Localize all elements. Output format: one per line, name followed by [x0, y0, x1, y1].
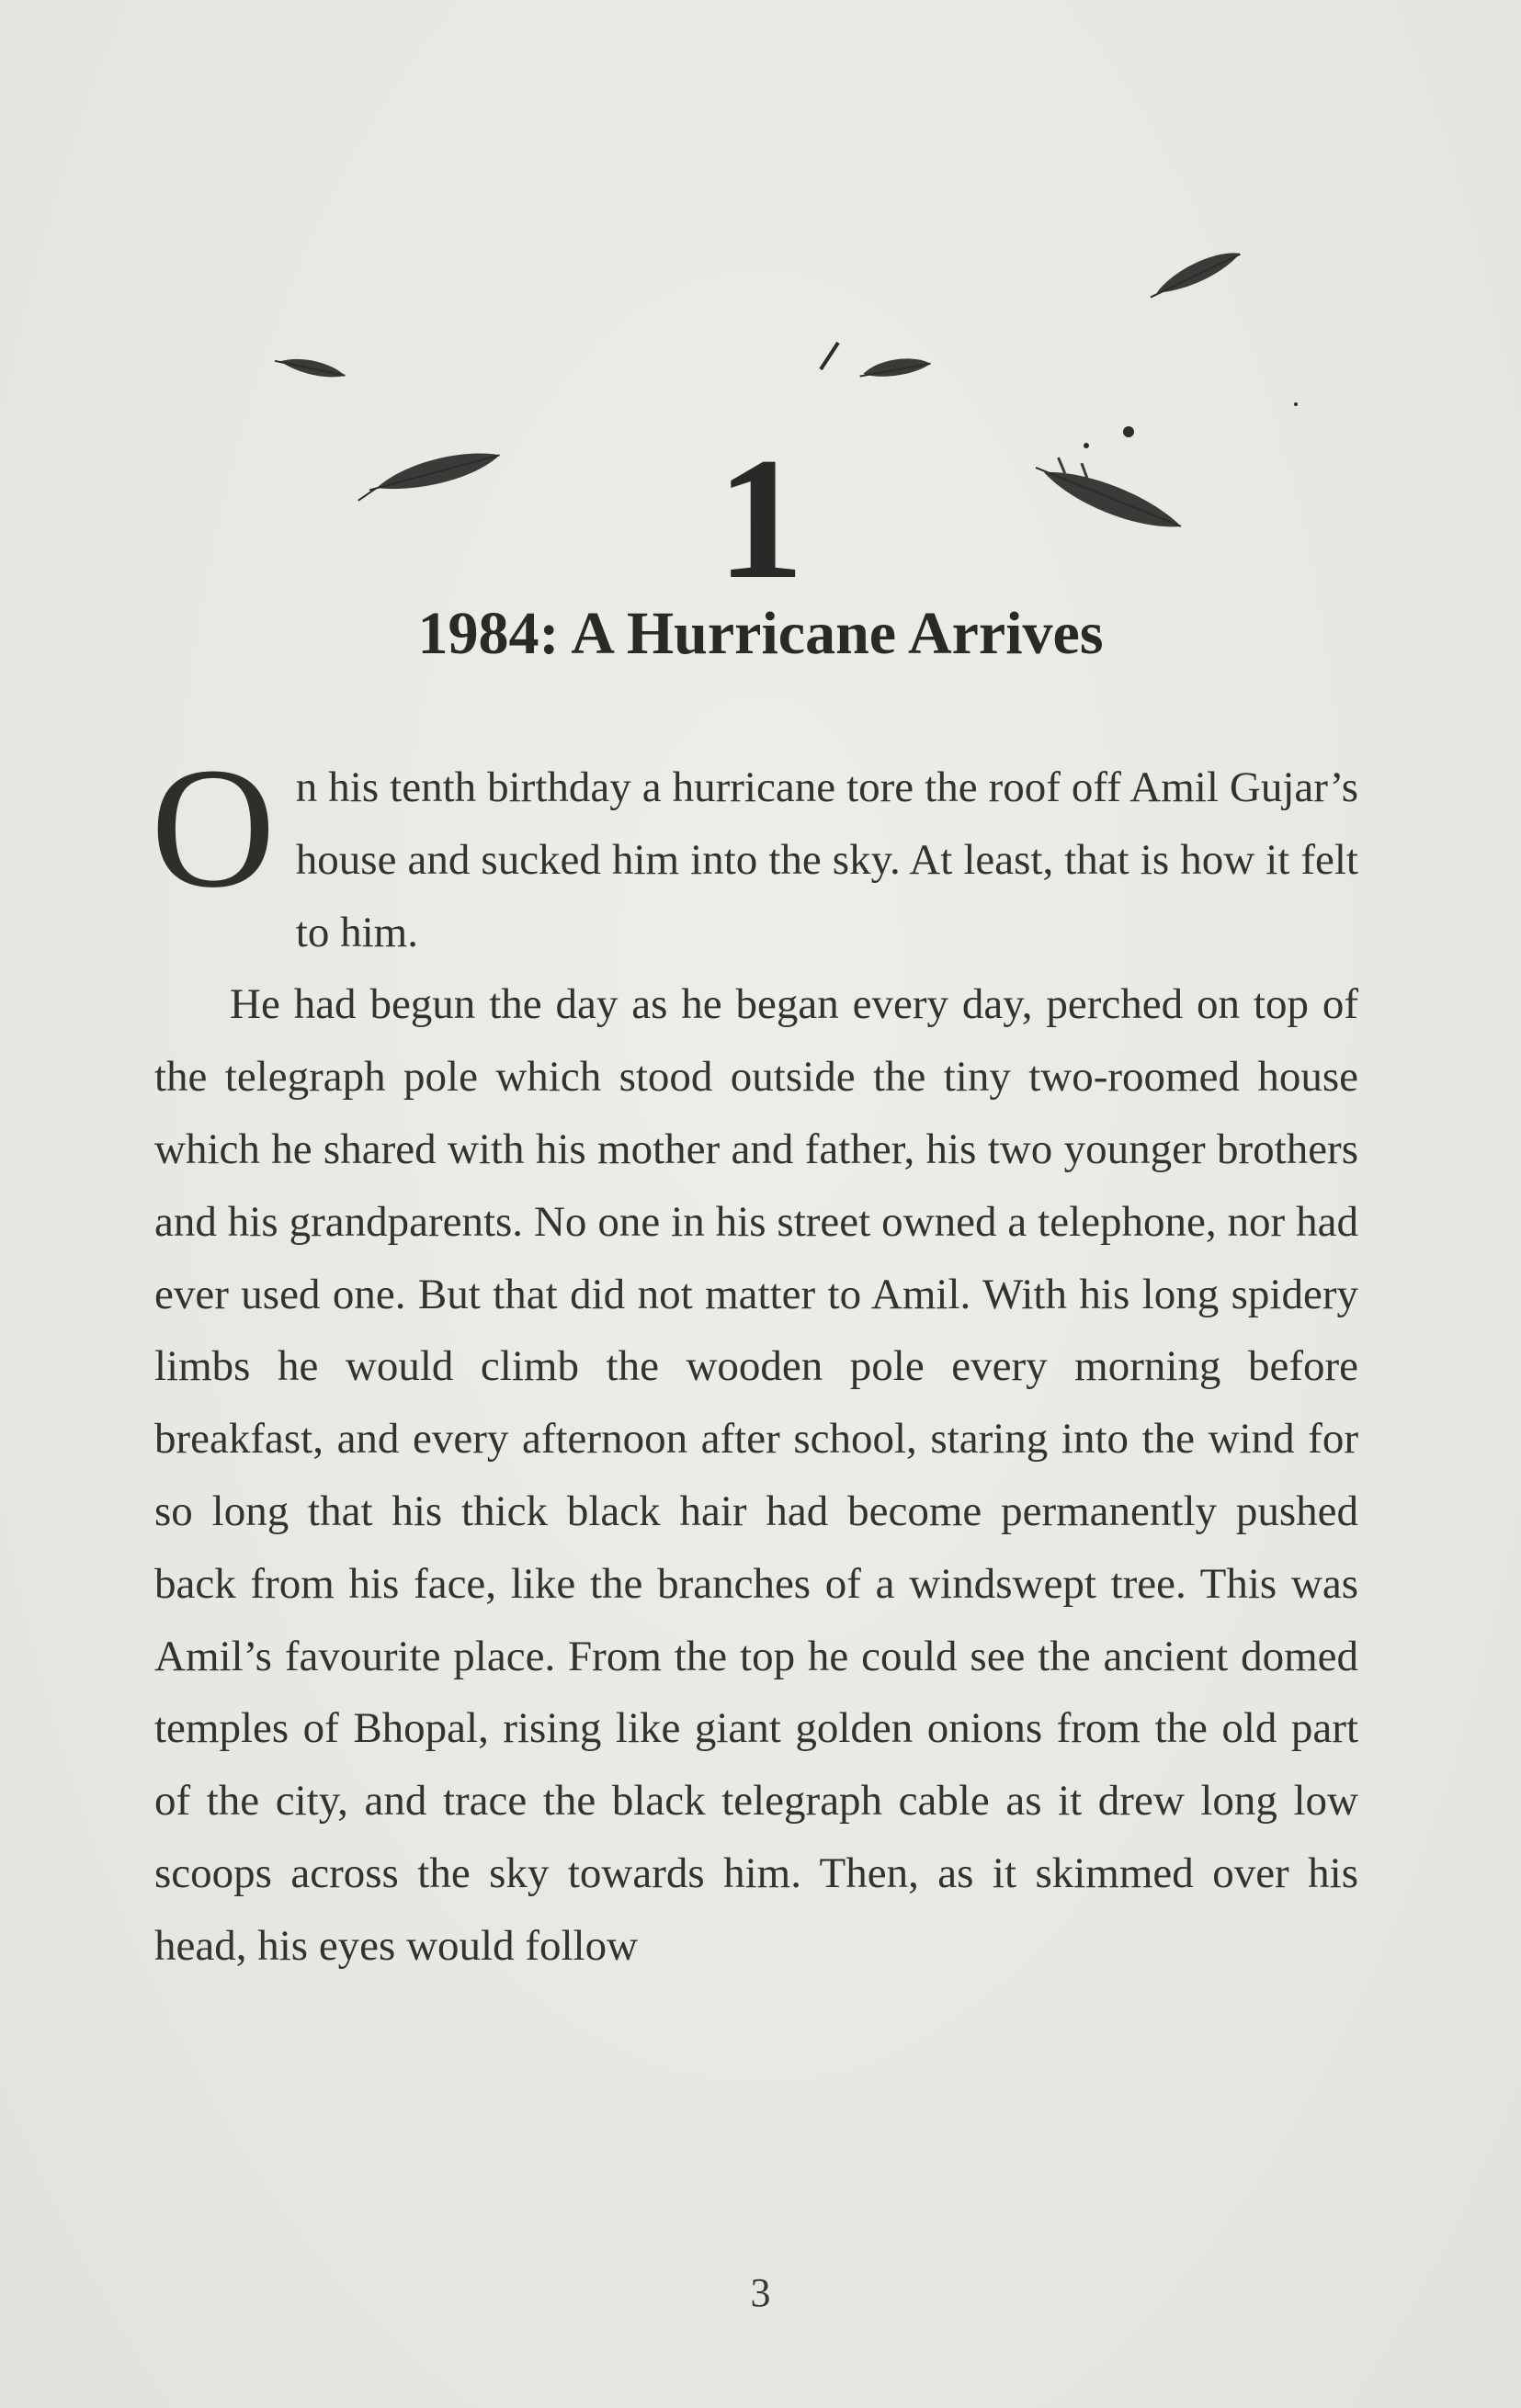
paragraph [151, 731, 1358, 968]
chapter-title: 1984: A Hurricane Arrives [417, 600, 1104, 667]
chapter-number: 1 [717, 423, 804, 616]
feather-icon [1145, 246, 1244, 301]
drop-cap: O [151, 731, 276, 923]
feather-stem [821, 343, 838, 369]
feather-icon [858, 355, 932, 380]
page-number: 3 [750, 2270, 771, 2315]
ink-dot [1294, 402, 1298, 406]
chapter-body [151, 731, 1358, 1983]
paragraph-text: He had begun the day as he began every day, perched on top of the telegraph pole which stood outside the tiny two-roomed house which he shared with his mother and father, his two younger brothers and his grandparents. No one in his street owned a telephone, nor had ever used one. But that did not matter to Amil. With his long spidery limbs he would climb the wooden pole every morning before breakfast, and every afternoon after school, staring into the wind for so long that his thick black hair had become permanently pushed back from his face, like the branches of a windswept tree. This was Amil’s favourite place. From the top he could see the ancient domed temples of Bhopal, rising like giant golden onions from the old part of the city, and trace the black telegraph cable as it drew long low scoops across the sky towards him. Then, as it skimmed over his head, his eyes would follow [154, 980, 1358, 1970]
feather-icon [274, 352, 346, 382]
paragraph-text: n his tenth birthday a hurricane tore the roof off Amil Gujar’s house and sucked him into the sky. At least, that is how it felt to him. [295, 763, 1358, 956]
paragraph [154, 968, 1358, 1982]
